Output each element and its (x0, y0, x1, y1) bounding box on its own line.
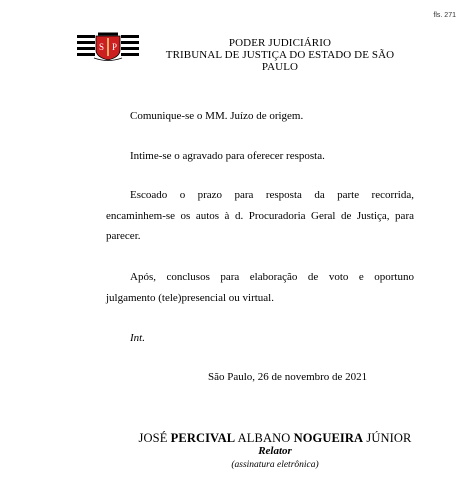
emblem-right-stripes (121, 35, 139, 56)
signature-name-part: JOSÉ (138, 431, 171, 445)
signature-role: Relator (258, 445, 292, 457)
paragraph-3-first-line: Escoado o prazo para resposta da parte recorrida, (130, 189, 414, 201)
signature-name-part: ALBANO (235, 431, 294, 445)
header-line-1: PODER JUDICIÁRIO (228, 37, 332, 49)
paragraph-2: Intime-se o agravado para oferecer resposta. (130, 150, 325, 162)
signature-note: (assinatura eletrônica) (231, 460, 319, 470)
signature-name (110, 431, 440, 446)
paragraph-1: Comunique-se o MM. Juízo de origem. (130, 110, 304, 122)
paragraph-3-rest: encaminhem-se os autos à d. Procuradoria Geral de Justiça, para parecer. (106, 209, 414, 242)
signature-name-part: JÚNIOR (363, 431, 412, 445)
signature-name-part: PERCIVAL (170, 431, 236, 445)
emblem-left-stripes (77, 35, 95, 56)
date-line: São Paulo, 26 de novembro de 2021 (208, 371, 368, 383)
page-number: fls. 271 (433, 12, 456, 19)
svg-text:S: S (98, 42, 105, 52)
signature-name-part: NOGUEIRA (293, 431, 364, 445)
header-line-2: TRIBUNAL DE JUSTIÇA DO ESTADO DE SÃO PAULO (165, 49, 395, 73)
tjsp-coat-of-arms-icon (77, 32, 139, 62)
paragraph-4-rest: julgamento (tele)presencial ou virtual. (106, 291, 274, 304)
paragraph-4-first-line: Após, conclusos para elaboração de voto e oportuno (130, 271, 414, 283)
svg-text:P: P (111, 42, 118, 52)
paragraph-5: Int. (130, 332, 145, 344)
